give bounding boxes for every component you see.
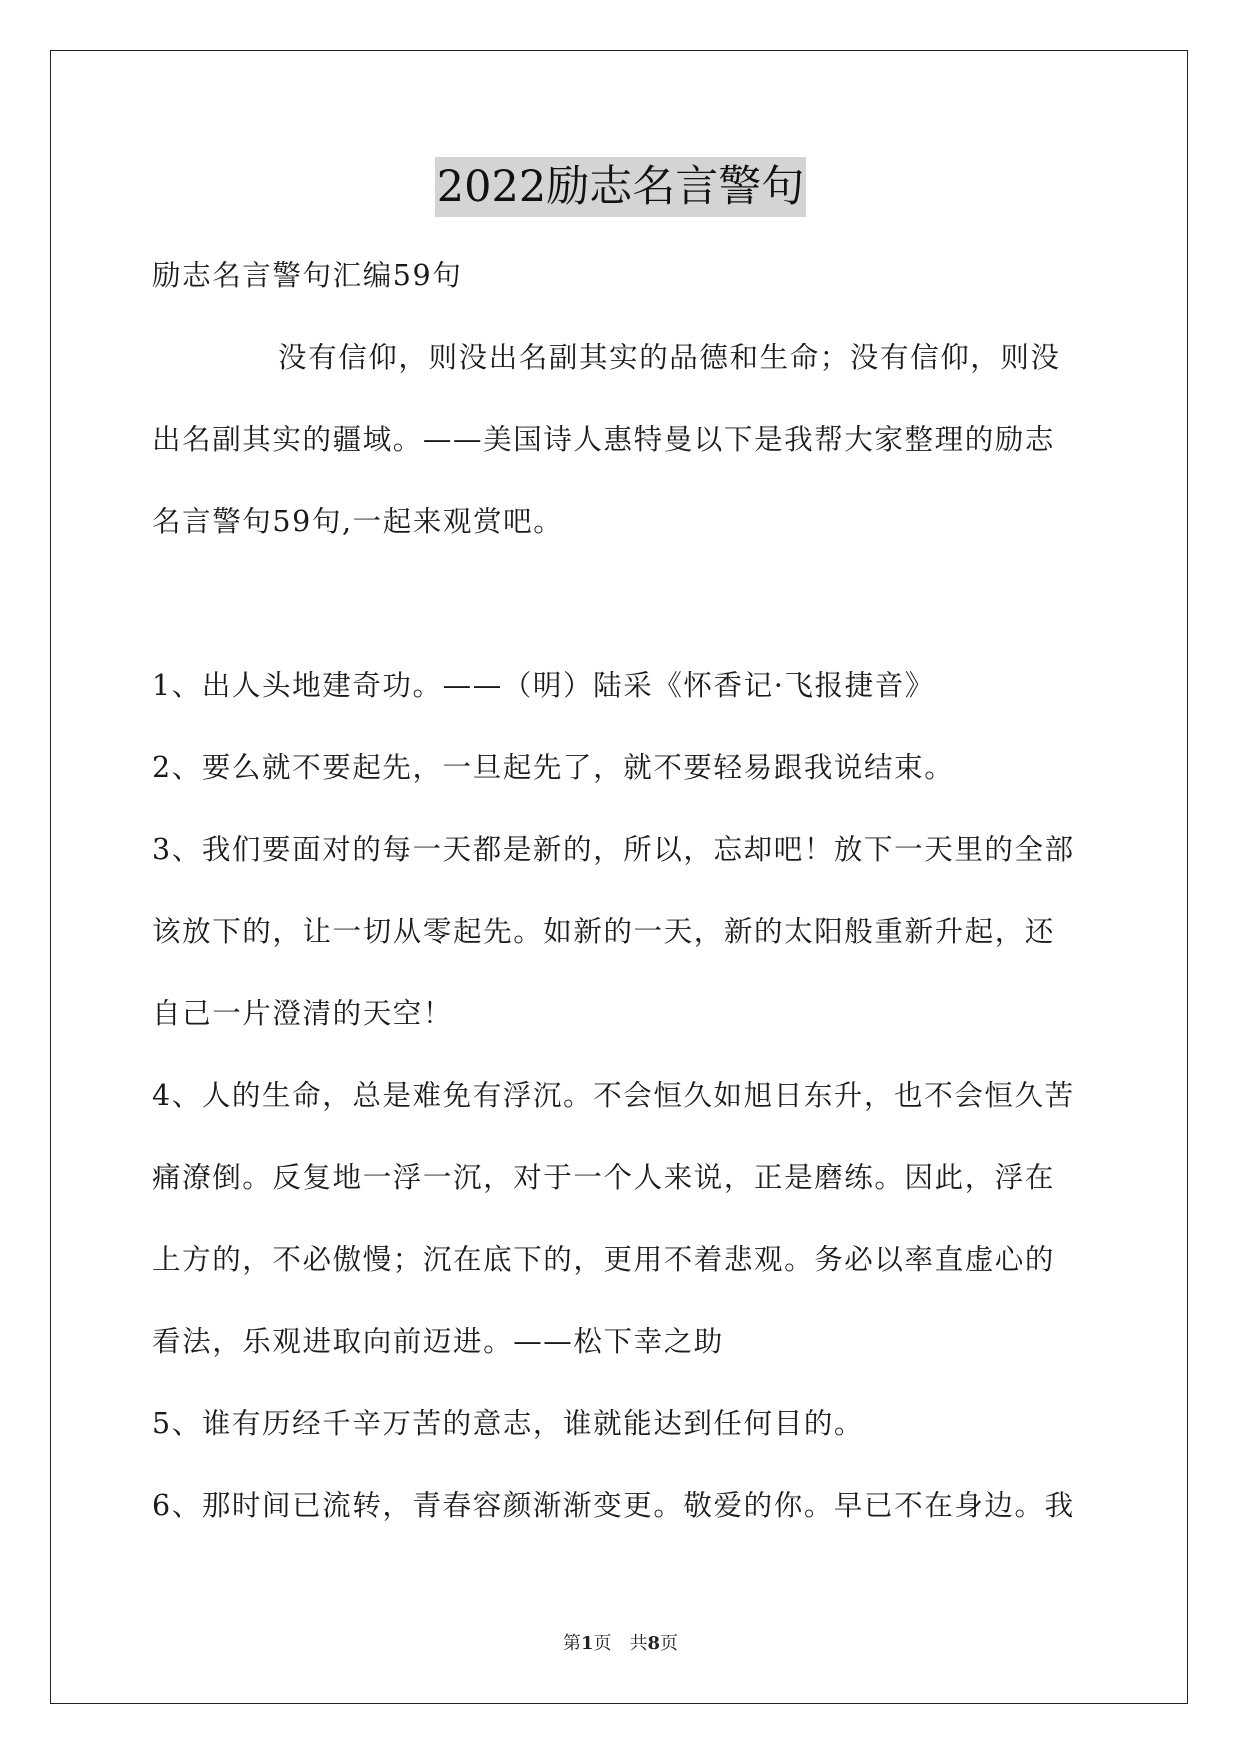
quote-line: 该放下的，让一切从零起先。如新的一天，新的太阳般重新升起，还 <box>152 915 1056 948</box>
subtitle: 励志名言警句汇编59句 <box>152 259 463 292</box>
quote-line: 3、我们要面对的每一天都是新的，所以，忘却吧！放下一天里的全部 <box>152 833 1075 866</box>
document-title: 2022励志名言警句 <box>435 157 806 217</box>
current-page-number: 1 <box>580 1633 594 1654</box>
quote-line: 2、要么就不要起先，一旦起先了，就不要轻易跟我说结束。 <box>152 751 955 784</box>
quote-line: 痛潦倒。反复地一浮一沉，对于一个人来说，正是磨练。因此，浮在 <box>152 1161 1056 1194</box>
intro-line: 名言警句59句,一起来观赏吧。 <box>152 505 564 538</box>
page-footer <box>0 1629 1241 1655</box>
footer-mid: 页 共 <box>593 1633 648 1654</box>
blank-line <box>152 580 1090 662</box>
quote-line: 看法，乐观进取向前迈进。——松下幸之助 <box>152 1325 724 1358</box>
footer-prefix: 第 <box>562 1633 581 1654</box>
quote-line: 上方的，不必傲慢；沉在底下的，更用不着悲观。务必以率直虚心的 <box>152 1243 1056 1276</box>
intro-line: 出名副其实的疆域。——美国诗人惠特曼以下是我帮大家整理的励志 <box>152 423 1056 456</box>
document-body <box>152 252 1090 1564</box>
intro-line: 没有信仰，则没出名副其实的品德和生命；没有信仰，则没 <box>278 341 1061 374</box>
total-page-count: 8 <box>647 1633 661 1654</box>
quote-line: 4、人的生命，总是难免有浮沉。不会恒久如旭日东升，也不会恒久苦 <box>152 1079 1075 1112</box>
title-area <box>0 157 1241 217</box>
quote-line: 5、谁有历经千辛万苦的意志，谁就能达到任何目的。 <box>152 1407 865 1440</box>
quote-line: 1、出人头地建奇功。——（明）陆采《怀香记·飞报捷音》 <box>152 669 935 702</box>
quote-line: 6、那时间已流转，青春容颜渐渐变更。敬爱的你。早已不在身边。我 <box>152 1489 1075 1522</box>
quote-line: 自己一片澄清的天空！ <box>152 997 454 1030</box>
footer-suffix: 页 <box>660 1633 679 1654</box>
